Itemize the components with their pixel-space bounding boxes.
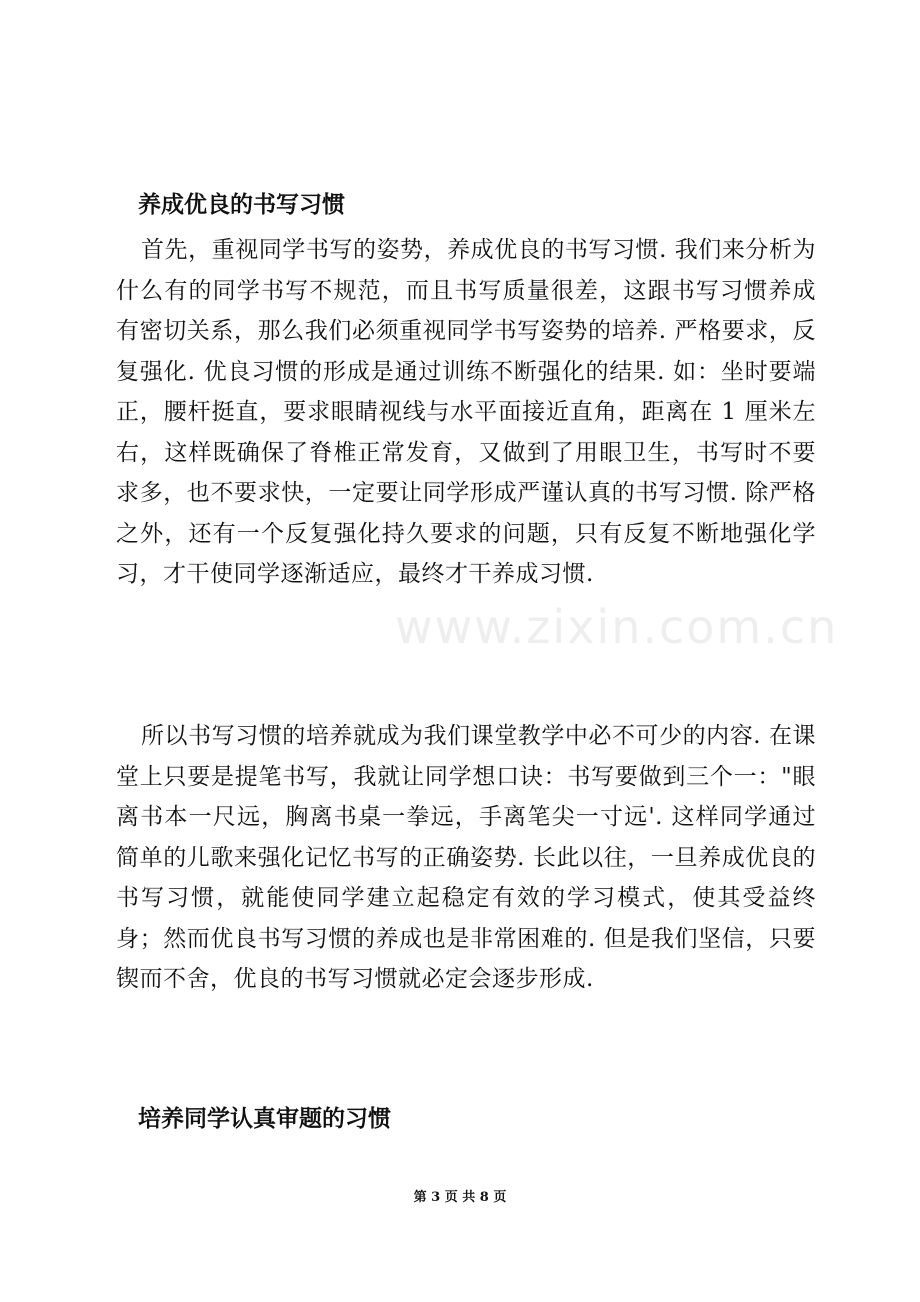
- page-number-footer: 第 3 页 共 8 页: [413, 1190, 507, 1205]
- paragraph-posture: 首先，重视同学书写的姿势，养成优良的书写习惯. 我们来分析为什么有的同学书写不规范，而且书写质量很差，这跟书写习惯养成有密切关系，那么我们必须重视同学书写姿势的培养. 严格要求，反复强化. 优良习惯的形成是通过训练不断强化的结果. 如：坐时要端正，腰杆挺直，要求眼睛视线与水平面接近直角，距离在 1 厘米左右，这样既确保了脊椎正常发育，又做到了用眼卫生，书写时不要求多，也不要求快，一定要让同学形成严谨认真的书写习惯. 除严格之外，还有一个反复强化持久要求的问题，只有反复不断地强化学习，才干使同学逐渐适应，最终才干养成习惯.: [116, 237, 816, 587]
- section-heading-reading-questions: 培养同学认真审题的习惯: [138, 1105, 391, 1132]
- section-heading-writing-habit: 养成优良的书写习惯: [138, 191, 345, 218]
- watermark: www.zixin.com.cn: [395, 600, 839, 654]
- paragraph-mnemonic: 所以书写习惯的培养就成为我们课堂教学中必不可少的内容. 在课堂上只要是提笔书写，我就让同学想口诀：书写要做到三个一："眼离书本一尺远，胸离书桌一拳远，手离笔尖一寸远'. 这样同学通过简单的儿歌来强化记忆书写的正确姿势. 长此以往，一旦养成优良的书写习惯，就能使同学建立起稳定有效的学习模式，使其受益终身；然而优良书写习惯的养成也是非常困难的. 但是我们坚信，只要锲而不舍，优良的书写习惯就必定会逐步形成.: [116, 723, 816, 992]
